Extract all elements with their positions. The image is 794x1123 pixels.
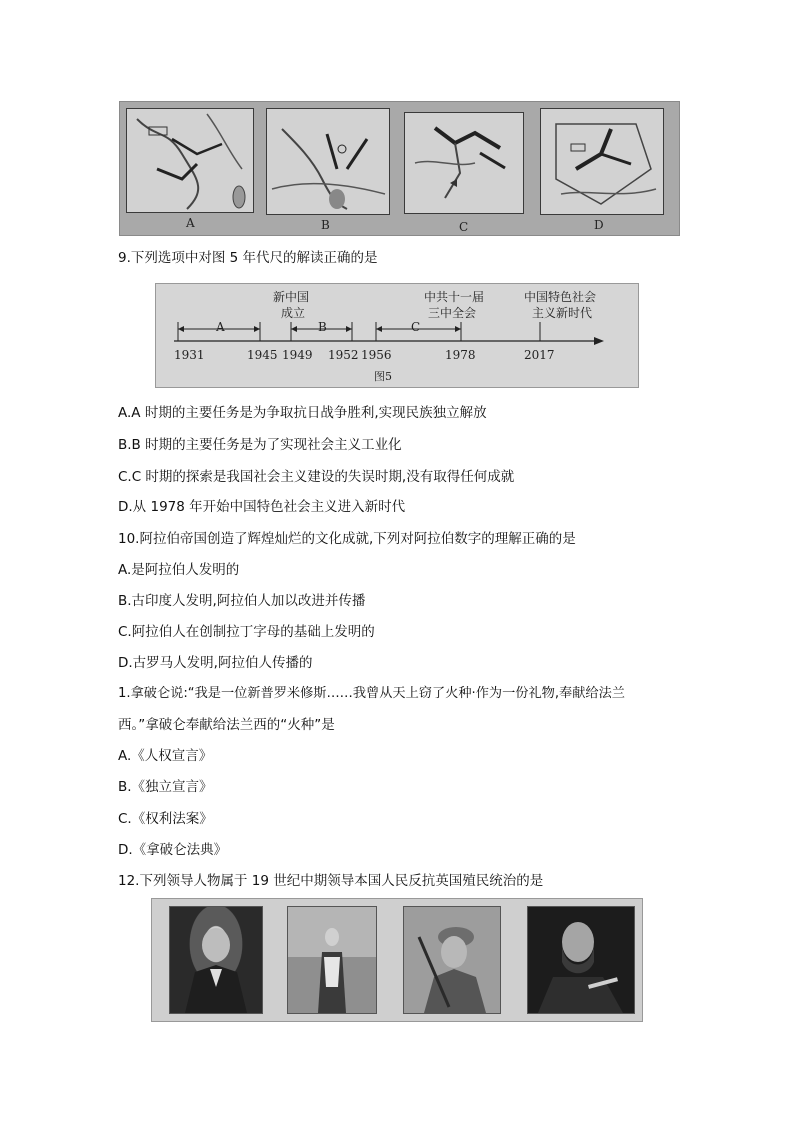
map-label-d: D <box>594 218 604 232</box>
timeline-segment-a: A <box>216 320 225 334</box>
q10-stem: 10.阿拉伯帝国创造了辉煌灿烂的文化成就,下列对阿拉伯数字的理解正确的是 <box>118 531 576 547</box>
q9-option-d: D.从 1978 年开始中国特色社会主义进入新时代 <box>118 499 406 515</box>
timeline-year-2017: 2017 <box>524 348 555 362</box>
portrait-3-figure <box>404 907 500 1013</box>
timeline-label-plenum-2: 三中全会 <box>428 306 477 320</box>
timeline-year-1952: 1952 <box>328 348 359 362</box>
q11-stem-line2: 西。”拿破仑奉献给法兰西的“火种”是 <box>118 717 335 733</box>
map-label-b: B <box>321 218 330 232</box>
portrait-1 <box>169 906 263 1014</box>
portrait-3 <box>403 906 501 1014</box>
timeline-segment-c: C <box>411 320 421 334</box>
map-label-a: A <box>186 216 195 230</box>
portrait-2 <box>287 906 377 1014</box>
q10-option-b: B.古印度人发明,阿拉伯人加以改进并传播 <box>118 593 366 609</box>
q11-option-c: C.《权利法案》 <box>118 811 213 827</box>
map-d-drawing <box>541 109 663 214</box>
q11-option-d: D.《拿破仑法典》 <box>118 842 228 858</box>
timeline-year-1978: 1978 <box>445 348 476 362</box>
maps-figure <box>119 101 680 236</box>
q10-option-d: D.古罗马人发明,阿拉伯人传播的 <box>118 655 313 671</box>
map-a <box>126 108 254 213</box>
timeline-year-1949: 1949 <box>282 348 313 362</box>
timeline-axis <box>156 284 638 387</box>
map-c <box>404 112 524 214</box>
map-b-drawing <box>267 109 389 214</box>
q11-stem-line1: 1.拿破仑说:“我是一位新普罗米修斯……我曾从天上窃了火种·作为一份礼物,奉献给法兰 <box>118 686 625 701</box>
portrait-1-figure <box>170 907 262 1013</box>
timeline-label-socialism-2: 主义新时代 <box>532 306 593 320</box>
timeline-label-plenum-1: 中共十一届 <box>424 290 485 304</box>
map-a-drawing <box>127 109 253 212</box>
q10-option-a: A.是阿拉伯人发明的 <box>118 562 240 578</box>
timeline-year-1931: 1931 <box>174 348 205 362</box>
timeline-segment-b: B <box>318 320 327 334</box>
q11-option-a: A.《人权宣言》 <box>118 748 213 764</box>
timeline-label-new-china-2: 成立 <box>281 306 306 320</box>
portraits-figure <box>151 898 643 1022</box>
timeline-caption: 图5 <box>374 370 392 383</box>
timeline-figure <box>155 283 639 388</box>
timeline-label-new-china-1: 新中国 <box>273 290 310 304</box>
portrait-4-figure <box>528 907 634 1013</box>
map-label-c: C <box>459 220 469 234</box>
q10-option-c: C.阿拉伯人在创制拉丁字母的基础上发明的 <box>118 624 375 640</box>
q12-stem: 12.下列领导人物属于 19 世纪中期领导本国人民反抗英国殖民统治的是 <box>118 873 544 889</box>
timeline-year-1945: 1945 <box>247 348 278 362</box>
q9-option-a: A.A 时期的主要任务是为争取抗日战争胜利,实现民族独立解放 <box>118 405 487 421</box>
map-b <box>266 108 390 215</box>
map-d <box>540 108 664 215</box>
q9-option-c: C.C 时期的探索是我国社会主义建设的失误时期,没有取得任何成就 <box>118 469 515 485</box>
portrait-2-figure <box>288 907 376 1013</box>
q9-option-b: B.B 时期的主要任务是为了实现社会主义工业化 <box>118 437 402 453</box>
timeline-label-socialism-1: 中国特色社会 <box>524 290 597 304</box>
timeline-year-1956: 1956 <box>361 348 392 362</box>
q9-stem: 9.下列选项中对图 5 年代尺的解读正确的是 <box>118 250 378 266</box>
q11-option-b: B.《独立宣言》 <box>118 779 213 795</box>
portrait-4 <box>527 906 635 1014</box>
map-c-drawing <box>405 113 523 213</box>
